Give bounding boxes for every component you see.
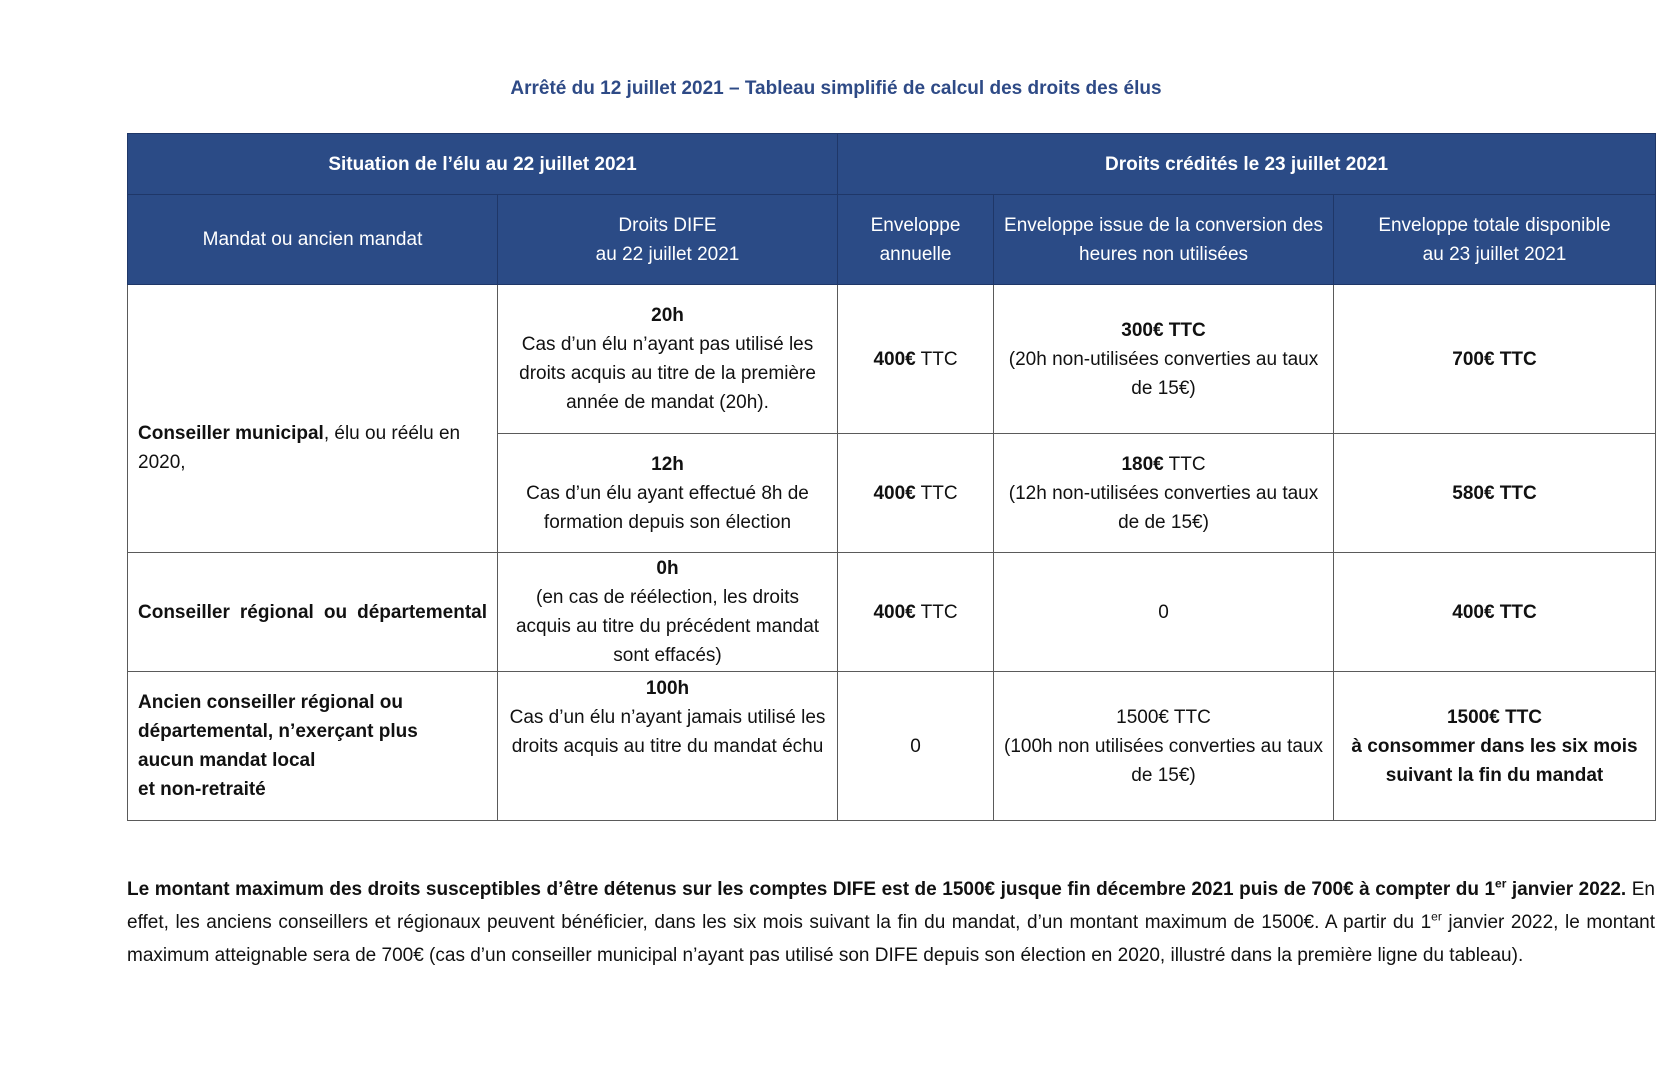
mandat-line4: et non-retraité: [138, 779, 266, 800]
conversion-amount: 180€: [1121, 453, 1164, 475]
enveloppe-unit: TTC: [915, 482, 958, 504]
cell-conversion: [994, 285, 1334, 434]
droits-hours: 100h: [645, 678, 690, 699]
droits-description: (en cas de réélection, les droits acquis au titre du précédent mandat sont effacés): [515, 587, 820, 666]
cell-total: 700€ TTC: [1334, 285, 1656, 434]
mandat-label-bold: Conseiller municipal: [138, 422, 324, 444]
cell-enveloppe: [838, 285, 994, 434]
column-header-enveloppe: [838, 195, 994, 285]
note-sup1: er: [1495, 876, 1507, 891]
cell-mandat-conseiller-municipal: [128, 285, 498, 553]
column-header-total-line2: au 23 juillet 2021: [1422, 243, 1567, 265]
table-row: [128, 672, 1656, 821]
droits-description: Cas d’un élu n’ayant pas utilisé les droits acquis au titre de la première année de mandat (20h).: [519, 334, 816, 413]
cell-enveloppe: 0: [838, 672, 994, 821]
column-header-enveloppe-line2: annuelle: [879, 243, 952, 265]
enveloppe-unit: TTC: [915, 348, 958, 370]
column-header-droits: [498, 195, 838, 285]
cell-droits: [498, 553, 838, 672]
column-header-total-line1: Enveloppe totale disponible: [1378, 214, 1611, 236]
column-header-total: [1334, 195, 1656, 285]
droits-hours: 0h: [656, 558, 679, 579]
table-row: [128, 285, 1656, 434]
cell-total: 400€ TTC: [1334, 553, 1656, 672]
cell-droits: [498, 672, 838, 821]
cell-conversion: [994, 672, 1334, 821]
droits-hours: 20h: [651, 305, 684, 326]
enveloppe-unit: TTC: [915, 601, 958, 623]
mandat-line1: Ancien conseiller régional ou: [138, 692, 404, 713]
note-bold-part1: Le montant maximum des droits susceptibles d’être détenus sur les comptes DIFE est de 1500€ jusque fin décembre 2021 puis de 700€ à compter du 1: [127, 879, 1496, 900]
conversion-detail: (100h non utilisées converties au taux de 15€): [1004, 735, 1323, 786]
mandat-label-rest: , élu ou réélu en 2020,: [138, 422, 461, 473]
conversion-amount: 300€ TTC: [1121, 319, 1206, 341]
enveloppe-amount: 400€: [873, 482, 916, 504]
note-text-part2: janvier 2022, le montant maximum atteignable sera de 700€ (cas d’un conseiller municipal n’ayant pas utilisé son DIFE depuis son élection en 2020, illustré dans la première ligne du tableau).: [127, 912, 1655, 966]
total-amount: 1500€ TTC: [1446, 706, 1543, 728]
explanatory-note: [127, 873, 1655, 972]
document-title: Arrêté du 12 juillet 2021 – Tableau simplifié de calcul des droits des élus: [510, 78, 1162, 99]
group-header-row: [128, 134, 1656, 195]
column-header-droits-line2: au 22 juillet 2021: [595, 243, 740, 265]
group-header-situation: Situation de l’élu au 22 juillet 2021: [128, 134, 838, 195]
droits-description: Cas d’un élu ayant effectué 8h de formation depuis son élection: [526, 482, 809, 533]
column-header-enveloppe-line1: Enveloppe: [870, 214, 961, 236]
group-header-droits: Droits crédités le 23 juillet 2021: [838, 134, 1656, 195]
droits-description: Cas d’un élu n’ayant jamais utilisé les droits acquis au titre du mandat échu: [509, 707, 826, 757]
cell-conversion: 0: [994, 553, 1334, 672]
column-header-mandat: Mandat ou ancien mandat: [128, 195, 498, 285]
table-row: [128, 553, 1656, 672]
cell-mandat-ancien-conseiller: [128, 672, 498, 821]
cell-enveloppe: [838, 553, 994, 672]
note-sup2: er: [1431, 909, 1442, 924]
conversion-detail: (20h non-utilisées converties au taux de 15€): [1008, 348, 1319, 399]
droits-hours: 12h: [651, 453, 684, 475]
cell-total: [1334, 672, 1656, 821]
rights-table: [127, 133, 1656, 821]
cell-conversion: [994, 434, 1334, 553]
mandat-line2: départemental, n’exerçant plus: [138, 721, 418, 742]
total-detail: à consommer dans les six mois suivant la fin du mandat: [1351, 735, 1638, 786]
column-header-row: [128, 195, 1656, 285]
column-header-conversion: Enveloppe issue de la conversion des heures non utilisées: [994, 195, 1334, 285]
cell-droits: [498, 434, 838, 553]
column-header-droits-line1: Droits DIFE: [618, 214, 717, 236]
cell-total: 580€ TTC: [1334, 434, 1656, 553]
note-text-part1: En effet, les anciens conseillers et régionaux peuvent bénéficier, dans les six mois suivant la fin du mandat, d’un montant maximum de 1500€. A partir du 1: [127, 879, 1655, 933]
note-bold-part2: janvier 2022.: [1506, 879, 1627, 900]
conversion-unit: TTC: [1163, 453, 1206, 475]
conversion-amount: 1500€ TTC: [1116, 706, 1211, 728]
mandat-line3: aucun mandat local: [138, 750, 316, 771]
enveloppe-amount: 400€: [873, 348, 916, 370]
cell-enveloppe: [838, 434, 994, 553]
cell-droits: [498, 285, 838, 434]
cell-mandat-conseiller-regional: Conseiller régional ou départemental: [128, 553, 498, 672]
enveloppe-amount: 400€: [873, 601, 916, 623]
conversion-detail: (12h non-utilisées converties au taux de de 15€): [1008, 482, 1319, 533]
